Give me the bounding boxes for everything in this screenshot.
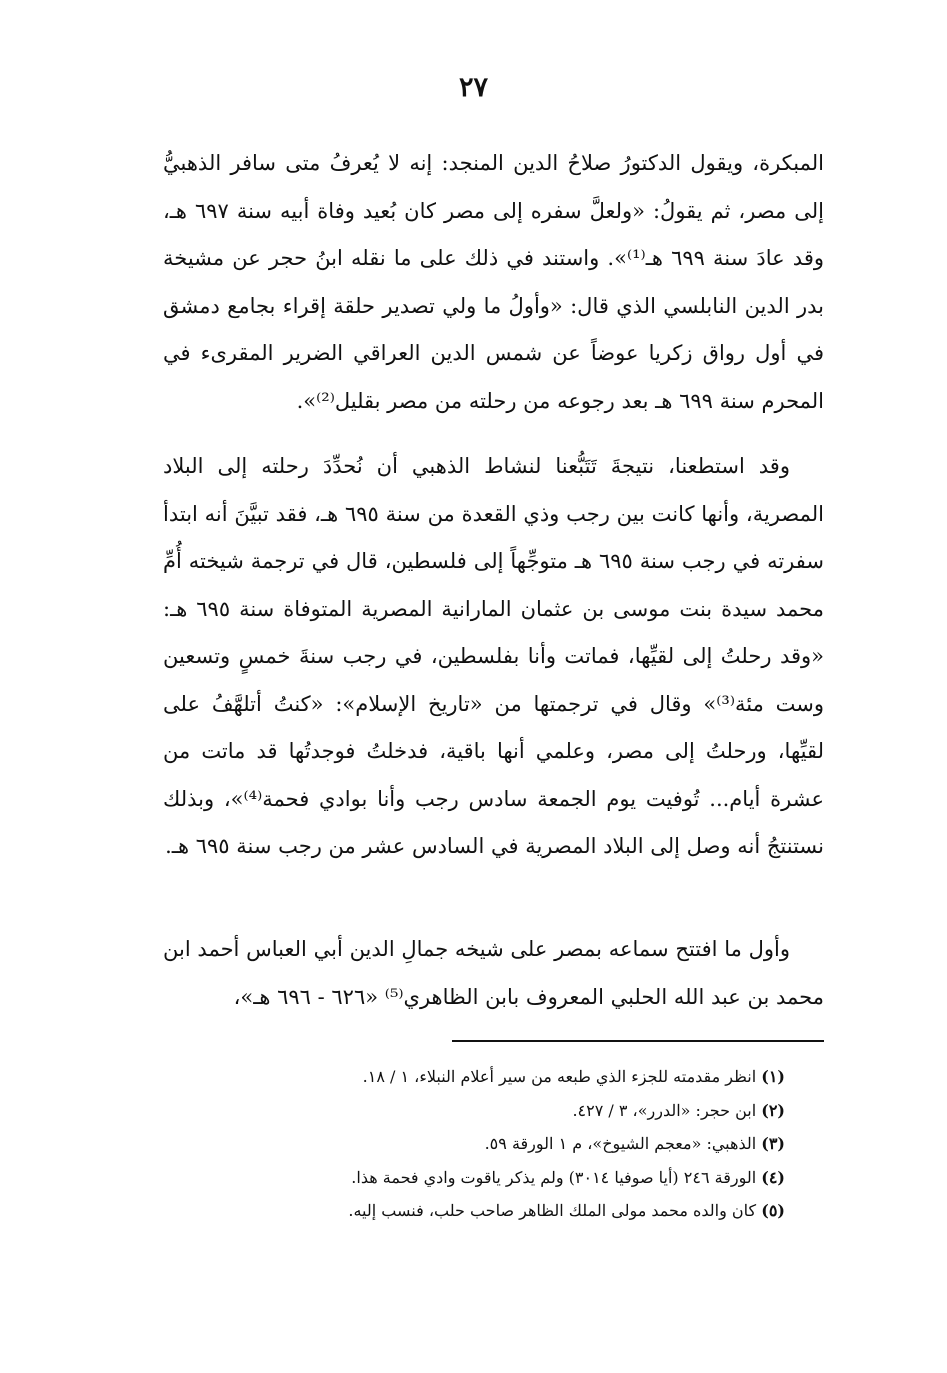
footnote-number: (٥): [761, 1201, 785, 1220]
footnote-number: (٢): [761, 1100, 785, 1120]
footnote: [163, 1094, 785, 1128]
footnote-text: الورقة ٢٤٦ (أيا صوفيا ٣٠١٤) ولم يذكر ياقوت وادي فحمة هذا.: [351, 1167, 757, 1187]
footnote-number: (٤): [761, 1167, 785, 1187]
footnote: [163, 1060, 785, 1094]
footnote-number: (١): [761, 1067, 785, 1086]
footnotes: [163, 1060, 785, 1228]
footnote-text: الذهبي: «معجم الشيوخ»، م ١ الورقة ٥٩.: [484, 1134, 757, 1153]
body-text-block-1: [163, 140, 824, 425]
paragraph: وأول ما افتتح سماعه بمصر على شيخه جمالِ الدين أبي العباس أحمد ابن محمد بن عبد الله الحلبي المعروف بابن الظاهري⁽⁵⁾ «٦٢٦ - ٦٩٦ هـ»،: [163, 937, 824, 1009]
footnote-text: كان والده محمد مولى الملك الظاهر صاحب حلب، فنسب إليه.: [348, 1201, 757, 1220]
footnote-text: انظر مقدمته للجزء الذي طبعه من سير أعلام النبلاء، ١ / ١٨.: [362, 1067, 757, 1086]
paragraph: المبكرة، ويقول الدكتورُ صلاحُ الدين المنجد: إنه لا يُعرفُ متى سافر الذهبيُّ إلى مصر، ثم يقولُ: «ولعلَّ سفره إلى مصر كان بُعيد وفاة أبيه سنة ٦٩٧ هـ، وقد عادَ سنة ٦٩٩ هـ⁽¹⁾». واستند في ذلك على ما نقله ابنُ حجر عن مشيخة بدر الدين النابلسي الذي قال: «وأولُ ما ولي تصدير حلقة إقراء بجامع دمشق في أول رواق زكريا عوضاً عن شمس الدين العراقي الضرير المقرىء في المحرم سنة ٦٩٩ هـ بعد رجوعه من رحلته من مصر بقليل⁽²⁾».: [163, 151, 825, 413]
paragraph: وقد استطعنا، نتيجةَ تَتَبُّعنا لنشاط الذهبي أن نُحدِّدَ رحلته إلى البلاد المصرية، وأنها كانت بين رجب وذي القعدة من سنة ٦٩٥ هـ، فقد تبيَّنَ أنه ابتدأ سفرته في رجب سنة ٦٩٥ هـ متوجِّهاً إلى فلسطين، قال في ترجمة شيخته أُمِّ محمد سيدة بنت موسى بن عثمان المارانية المصرية المتوفاة سنة ٦٩٥ هـ: «وقد رحلتُ إلى لقيِّها، فماتت وأنا بفلسطين، في رجب سنةَ خمسٍ وتسعين وست مئة⁽³⁾» وقال في ترجمتها من «تاريخ الإسلام»: «كنتُ أتلهَّفُ على لقيِّها، ورحلتُ إلى مصر، وعلمي أنها باقية، فدخلتُ فوجدتُها قد ماتت من عشرة أيام... تُوفيت يوم الجمعة سادس رجب وأنا بوادي فحمة⁽⁴⁾»، وبذلك نستنتجُ أنه وصل إلى البلاد المصرية في السادس عشر من رجب سنة ٦٩٥ هـ.: [163, 454, 825, 858]
footnote-text: ابن حجر: «الدرر»، ٣ / ٤٢٧.: [572, 1100, 757, 1120]
body-text-block-2: [163, 443, 824, 871]
footnote: [163, 1127, 785, 1161]
footnote-separator: [452, 1040, 824, 1042]
footnote: [163, 1161, 785, 1195]
footnote-number: (٣): [761, 1134, 785, 1153]
page-number: ٢٧: [458, 72, 488, 103]
body-text-block-3: [163, 926, 824, 1021]
footnote: [163, 1194, 785, 1228]
